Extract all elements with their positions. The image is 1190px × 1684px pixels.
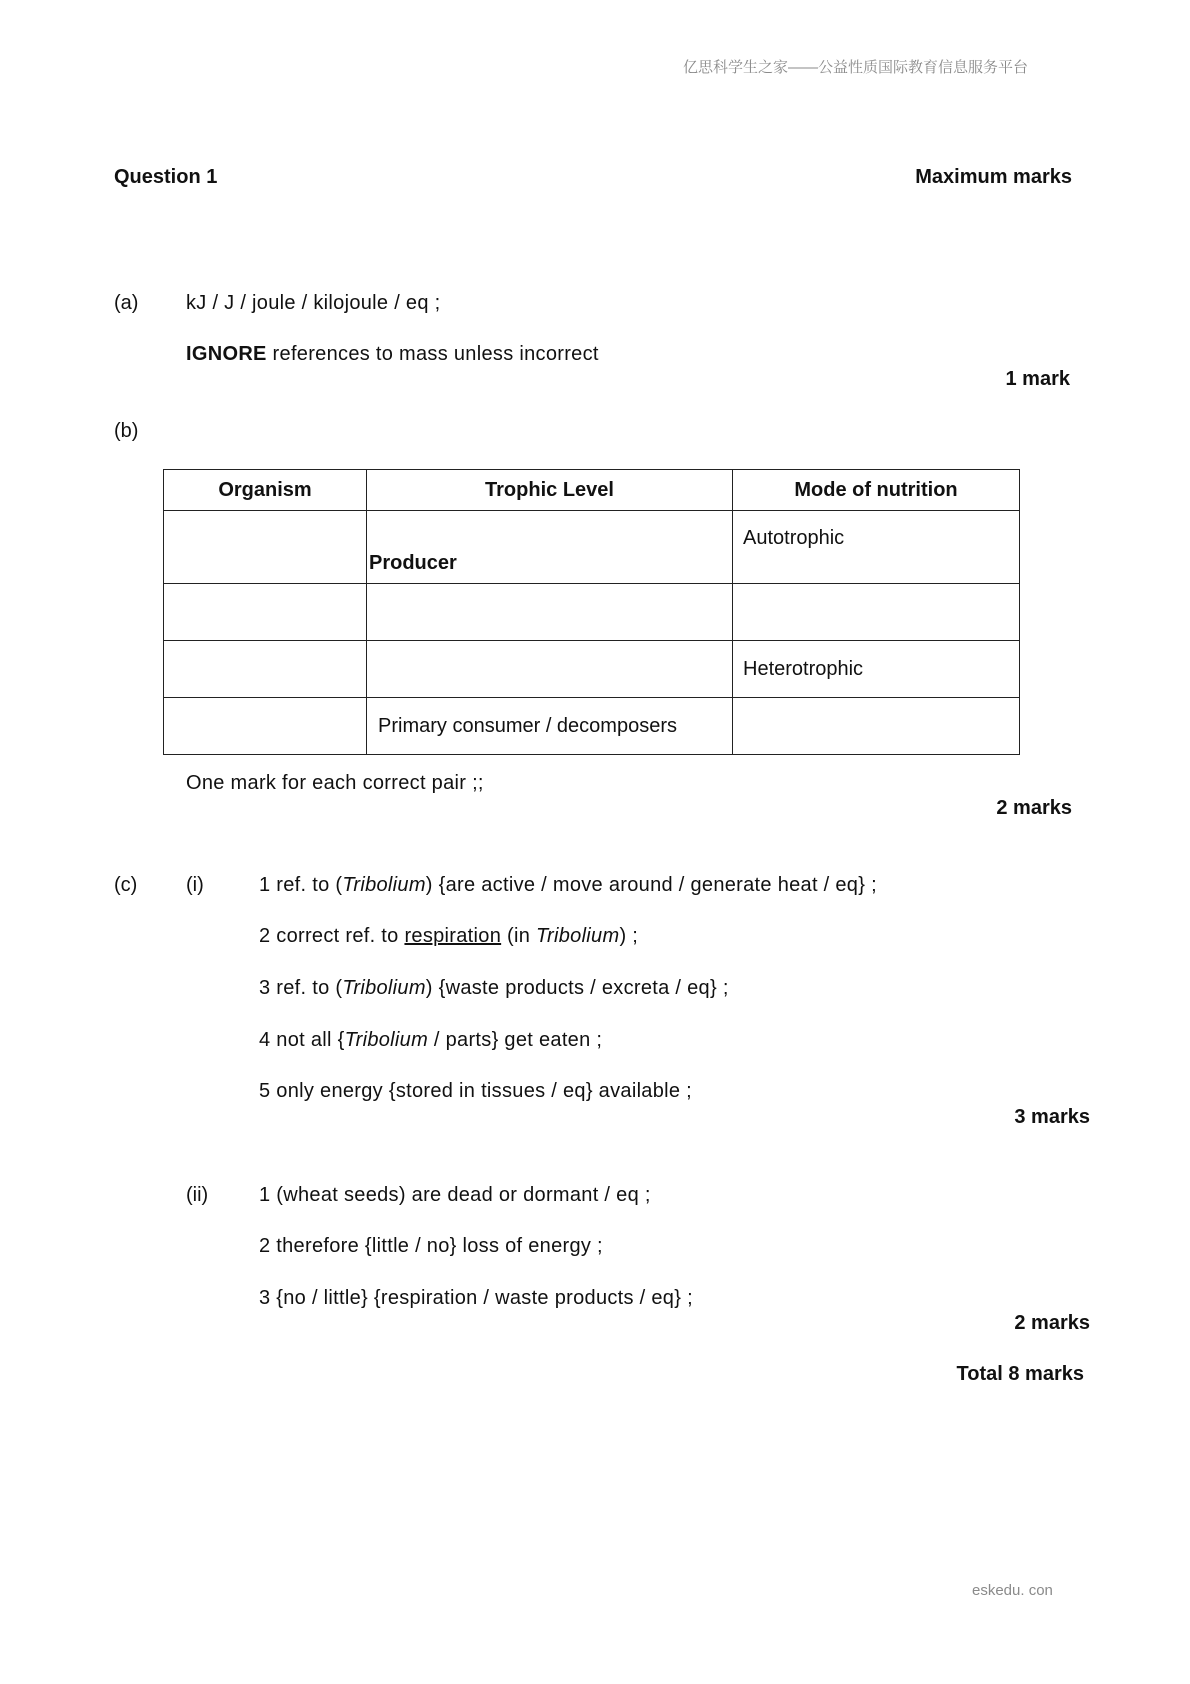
text-span: 2 correct ref. to	[259, 925, 405, 947]
maximum-marks-heading: Maximum marks	[915, 166, 1072, 188]
table-cell	[164, 584, 367, 641]
trophic-table	[163, 469, 1020, 755]
part-b-label: (b)	[114, 420, 139, 442]
table-cell: Primary consumer / decomposers	[367, 698, 733, 755]
part-c-i-point-5: 5 only energy {stored in tissues / eq} available ;	[259, 1080, 693, 1102]
part-c-label: (c)	[114, 874, 138, 896]
part-a-answer: kJ / J / joule / kilojoule / eq ;	[186, 292, 441, 314]
table-row	[164, 641, 1020, 698]
part-b-note: One mark for each correct pair ;;	[186, 772, 484, 794]
table-cell	[733, 584, 1020, 641]
underlined-term: respiration	[404, 925, 502, 947]
table-row	[164, 584, 1020, 641]
text-span: (in	[501, 925, 536, 947]
table-cell: Autotrophic	[733, 511, 1020, 584]
part-c-i-point-1	[259, 874, 877, 897]
table-cell	[164, 641, 367, 698]
part-c-i-point-3	[259, 977, 729, 1000]
species-name: Tribolium	[535, 925, 620, 947]
table-cell	[164, 511, 367, 584]
text-span: 1 ref. to (	[259, 874, 343, 896]
part-a-marks: 1 mark	[1005, 368, 1070, 390]
ignore-text: references to mass unless incorrect	[266, 343, 599, 365]
header-watermark: 亿思科学生之家——公益性质国际教育信息服务平台	[683, 59, 1029, 76]
table-row	[164, 511, 1020, 584]
footer-watermark: eskedu. con	[972, 1582, 1053, 1599]
part-c-i-label: (i)	[186, 874, 204, 896]
part-c-ii-point-1: 1 (wheat seeds) are dead or dormant / eq ;	[259, 1184, 651, 1206]
total-marks: Total 8 marks	[956, 1363, 1084, 1385]
species-name: Tribolium	[342, 874, 426, 896]
part-c-i-marks: 3 marks	[1014, 1106, 1090, 1128]
text-span: 3 ref. to (	[259, 977, 343, 999]
text-span: / parts} get eaten ;	[428, 1029, 603, 1051]
part-c-ii-point-2: 2 therefore {little / no} loss of energy ;	[259, 1235, 603, 1257]
part-a-ignore-note	[186, 343, 599, 366]
header-organism: Organism	[164, 470, 367, 511]
part-b-marks: 2 marks	[996, 797, 1072, 819]
table-cell: Heterotrophic	[733, 641, 1020, 698]
text-span: ) ;	[619, 925, 639, 947]
header-trophic-level: Trophic Level	[367, 470, 733, 511]
part-a-label: (a)	[114, 292, 139, 314]
table-header-row	[164, 470, 1020, 511]
part-c-ii-label: (ii)	[186, 1184, 209, 1206]
table-cell	[733, 698, 1020, 755]
table-cell	[367, 641, 733, 698]
table-row	[164, 698, 1020, 755]
part-c-i-point-4	[259, 1029, 602, 1052]
text-span: ) {waste products / excreta / eq} ;	[425, 977, 729, 999]
part-c-i-point-2	[259, 925, 638, 948]
species-name: Tribolium	[344, 1029, 429, 1051]
text-span: ) {are active / move around / generate heat / eq} ;	[425, 874, 877, 896]
text-span: 4 not all {	[259, 1029, 345, 1051]
table-cell	[367, 584, 733, 641]
table-cell: Producer	[367, 511, 733, 584]
part-c-ii-point-3: 3 {no / little} {respiration / waste products / eq} ;	[259, 1287, 693, 1309]
question-title: Question 1	[114, 166, 218, 188]
ignore-keyword: IGNORE	[186, 343, 267, 365]
part-c-ii-marks: 2 marks	[1014, 1312, 1090, 1334]
table-cell	[164, 698, 367, 755]
header-mode-of-nutrition: Mode of nutrition	[733, 470, 1020, 511]
species-name: Tribolium	[342, 977, 426, 999]
